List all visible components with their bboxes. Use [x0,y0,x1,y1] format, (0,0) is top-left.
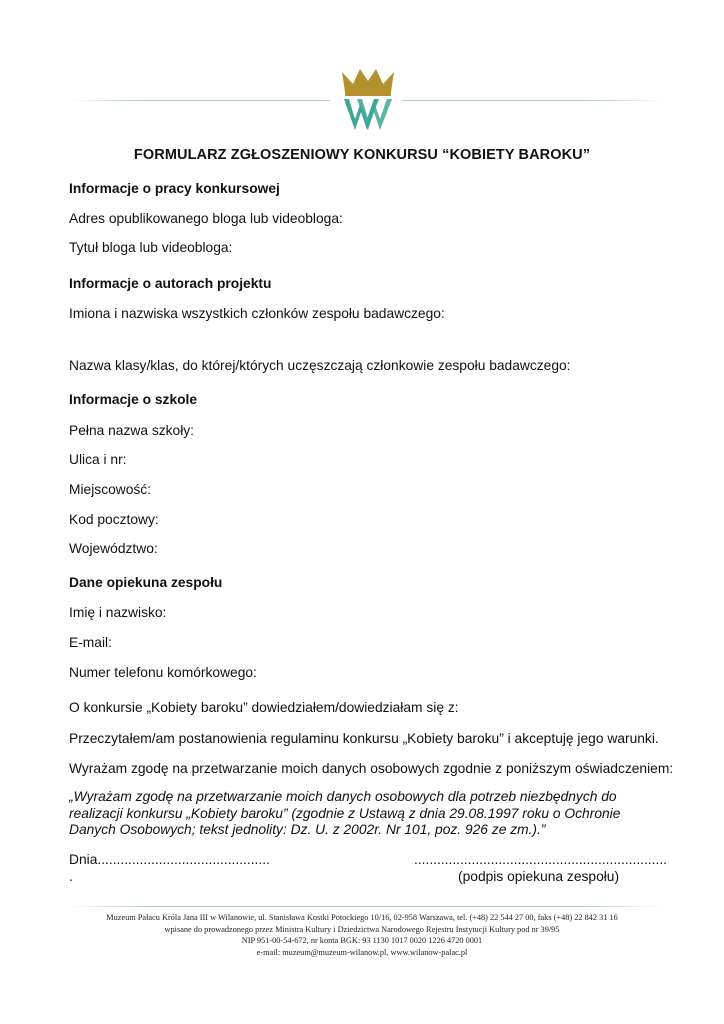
postal-code-label: Kod pocztowy: [69,512,159,527]
blog-address-label: Adres opublikowanego bloga lub videobloga: [69,211,343,226]
contest-source-label: O konkursie „Kobiety baroku” dowiedziałem/dowiedziałam się z: [69,700,459,715]
section-heading-authors: Informacje o autorach projektu [69,276,272,291]
rules-acceptance-statement: Przeczytałem/am postanowienia regulaminu konkursu „Kobiety baroku” i akceptuję jego warunki. [69,731,659,746]
date-field-tail: . [69,869,73,884]
school-name-label: Pełna nazwa szkoły: [69,423,195,438]
consent-statement: Wyrażam zgodę na przetwarzanie moich danych osobowych zgodnie z poniższym oświadczeniem: [69,761,674,776]
museum-crown-ww-logo-icon [339,66,397,139]
section-heading-work: Informacje o pracy konkursowej [69,181,280,196]
form-title: FORMULARZ ZGŁOSZENIOWY KONKURSU “KOBIETY BAROKU” [133,147,591,163]
guardian-phone-label: Numer telefonu komórkowego: [69,665,257,680]
team-members-label: Imiona i nazwiska wszystkich członków zespołu badawczego: [69,306,445,321]
signature-caption: (podpis opiekuna zespołu) [458,869,620,884]
signature-line: .................................................................. [414,852,667,867]
city-label: Miejscowość: [69,482,152,497]
street-label: Ulica i nr: [69,452,127,467]
data-processing-declaration: „Wyrażam zgodę na przetwarzanie moich danych osobowych dla potrzeb niezbędnych do realizacji konkursu „Kobiety baroku” (zgodnie z Ustawą z dnia 29.08.1997 roku o Ochronie Danych Osobowych; tekst jednolity: Dz. U. z 2002r. Nr 101, poz. 926 ze zm.).” [69,789,621,837]
header-rule-left [68,100,330,101]
guardian-email-label: E-mail: [69,635,112,650]
guardian-name-label: Imię i nazwisko: [69,605,167,620]
section-heading-guardian: Dane opiekuna zespołu [69,575,223,590]
section-heading-school: Informacje o szkole [69,392,198,407]
footer-line-registry: wpisane do prowadzonego przez Ministra Kultury i Dziedzictwa Narodowego Rejestru Instytucji Kultury pod nr 39/95 [164,924,560,934]
voivodeship-label: Województwo: [69,541,158,556]
footer-line-tax-bank: NIP 951-00-54-672, nr konta BGK: 93 1130 1017 0020 1226 4720 0001 [241,936,483,945]
blog-title-label: Tytuł bloga lub videobloga: [69,240,233,255]
class-names-label: Nazwa klasy/klas, do której/których uczęszczają członkowie zespołu badawczego: [69,358,571,373]
header-rule-right [402,100,664,101]
footer-address [0,912,724,958]
footer-rule [68,906,664,907]
footer-line-address: Muzeum Pałacu Króla Jana III w Wilanowie, ul. Stanisława Kostki Potockiego 10/16, 02-958 Warszawa, tel. (+48) 22 544 27 00, faks (+48) 22 842 31 16 [106,913,618,922]
footer-line-contact: e-mail: muzeum@muzeum-wilanow.pl, www.wilanow-palac.pl [256,947,468,957]
date-field-line: Dnia............................................. [69,852,270,867]
